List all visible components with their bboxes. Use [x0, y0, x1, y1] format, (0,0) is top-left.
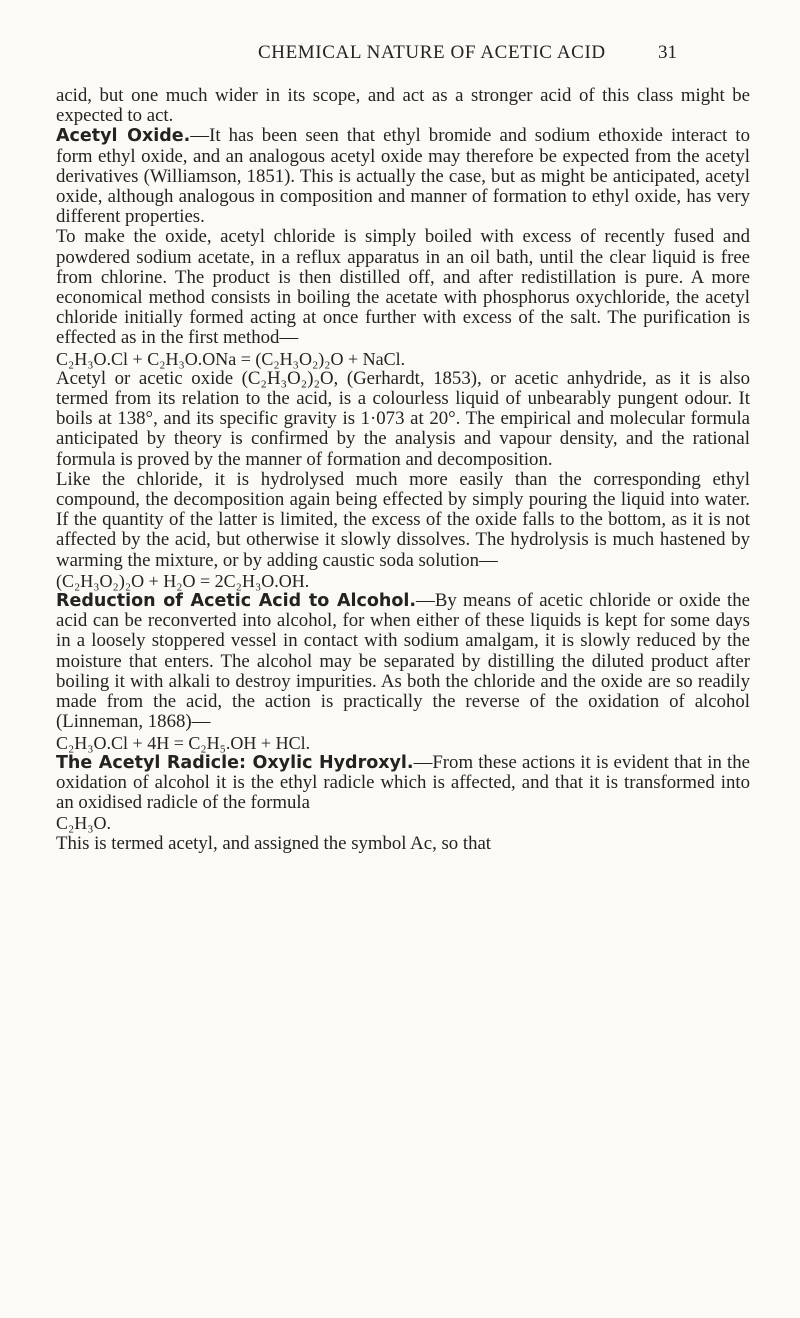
- section-heading-acetyl-oxide: Acetyl Oxide.: [56, 126, 191, 147]
- paragraph-final: This is termed acetyl, and assigned the symbol Ac, so that: [56, 832, 492, 854]
- paragraph-text: —From these actions it is evident that in the oxidation of alcohol it is the ethyl radicle which is affected, and that it is transformed into an oxidised radicle of the formula: [56, 751, 750, 814]
- section-heading-reduction: Reduction of Acetic Acid to Alcohol.: [56, 591, 417, 612]
- paragraph-acetyl-oxide: [56, 126, 750, 227]
- body-text: [56, 86, 750, 854]
- equation-2: (C₂H₃O₂)₂O + H₂O = 2C₂H₃O.OH.: [56, 570, 310, 591]
- equation-3: C₂H₃O.Cl + 4H = C₂H₅.OH + HCl.: [56, 732, 311, 753]
- paragraph-text: —By means of acetic chloride or oxide the acid can be reconverted into alcohol, for when either of these liquids is kept for some days in a loosely stoppered vessel in contact with sodium amalgam, it is slowly reduced by the moisture that enters. The alcohol may be separated by distilling the diluted product after boiling it with alkali to destroy impurities. As both the chloride and the oxide are so readily made from the acid, the action is practically the reverse of the oxidation of alcohol (Linneman, 1868)—: [56, 590, 750, 733]
- page-number: 31: [658, 42, 677, 63]
- paragraph-preparation: To make the oxide, acetyl chloride is simply boiled with excess of recently fused and powdered sodium acetate, in a reflux apparatus in an oil bath, until the clear liquid is free from chlorine. The product is then distilled off, and after redistillation is pure. A more economical method consists in boiling the acetate with phosphorus oxychloride, the acetyl chloride initially formed acting at once further with excess of the salt. The purification is effected as in the first method—: [56, 226, 750, 349]
- paragraph-continuation: acid, but one much wider in its scope, and act as a stronger acid of this class might be expected to act.: [56, 85, 750, 127]
- paragraph-anhydride: Acetyl or acetic oxide (C₂H₃O₂)₂O, (Gerhardt, 1853), or acetic anhydride, as it is also termed from its relation to the acid, is a colourless liquid of unbearably pungent odour. It boils at 138°, and its specific gravity is 1·073 at 20°. The empirical and molecular formula anticipated by theory is confirmed by the analysis and vapour density, and the rational formula is proved by the manner of formation and decomposition.: [56, 367, 750, 470]
- paragraph-text: —It has been seen that ethyl bromide and sodium ethoxide interact to form ethyl oxide, and an analogous acetyl oxide may therefore be expected from the acetyl derivatives (Williamson, 1851). This is actually the case, but as might be anticipated, acetyl oxide, although analogous in composition and manner of formation to ethyl oxide, has very different properties.: [56, 125, 750, 228]
- equation-4: C₂H₃O.: [56, 813, 112, 834]
- paragraph-acetyl-radicle: [56, 753, 750, 814]
- equation-1: C₂H₃O.Cl + C₂H₃O.ONa = (C₂H₃O₂)₂O + NaCl.: [56, 348, 406, 369]
- paragraph-hydrolysis: Like the chloride, it is hydrolysed much more easily than the corresponding ethyl compound, the decomposition again being effected by simply pouring the liquid into water. If the quantity of the latter is limited, the excess of the oxide falls to the bottom, as it is not affected by the acid, but otherwise it slowly dissolves. The hydrolysis is much hastened by warming the mixture, or by adding caustic soda solution—: [56, 468, 750, 571]
- running-title: CHEMICAL NATURE OF ACETIC ACID: [258, 42, 606, 63]
- paragraph-reduction: [56, 591, 750, 732]
- section-heading-acetyl-radicle: The Acetyl Radicle: Oxylic Hydroxyl.: [56, 752, 414, 773]
